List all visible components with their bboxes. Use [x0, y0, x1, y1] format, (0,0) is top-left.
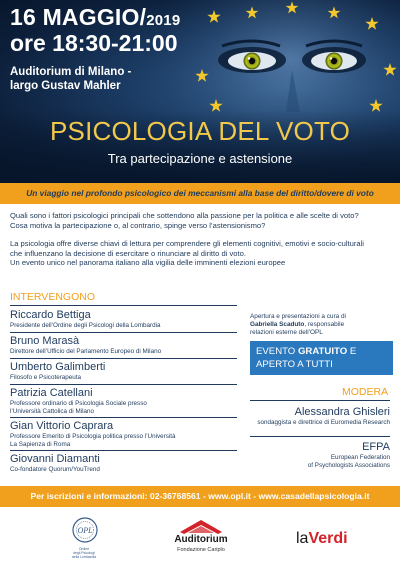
- free-event-box: EVENTO GRATUITO E APERTO A TUTTI: [250, 341, 393, 375]
- hero-section: [0, 0, 400, 183]
- speaker-name: Patrizia Catellani: [10, 387, 93, 399]
- page-title: PSICOLOGIA DEL VOTO: [49, 116, 350, 146]
- speaker-divider: [10, 332, 237, 333]
- speaker-name: Bruno Marasà: [10, 335, 80, 347]
- intro-paragraph-1: Quali sono i fattori psicologici principali che sottendono alla passione per la politica e alle scelte di voto? Cosa motiva la partecipazione o, al contrario, spinge verso l’astensionismo?: [10, 211, 359, 230]
- speaker-divider: [10, 450, 237, 451]
- speaker-role: Professore ordinario di Psicologia Sociale presso l’Università Cattolica di Milano: [10, 400, 147, 415]
- laverdi-logo: laVerdi: [296, 530, 348, 547]
- contact-info-bar: Per iscrizioni e informazioni: 02-36768561 - www.opl.it - www.casadellapsicologia.it: [0, 486, 400, 507]
- event-time: ore 18:30-21:00: [10, 30, 178, 56]
- auditorium-logo-name: Auditorium: [174, 534, 228, 545]
- speaker-role: Filosofo e Psicoterapeuta: [10, 374, 82, 381]
- tagline-banner: Un viaggio nel profondo psicologico dei meccanismi alla base del diritto/dovere di voto: [0, 183, 400, 204]
- speaker-role: Co-fondatore Quorum/YouTrend: [10, 466, 100, 473]
- speaker-role: Professore Emerito di Psicologia politica presso l’Università La Sapienza di Roma: [10, 433, 176, 448]
- moderator-heading: MODERA: [342, 386, 389, 398]
- auditorium-logo-subtitle: Fondazione Cariplo: [177, 547, 225, 553]
- opening-organizer: Apertura e presentazioni a cura di Gabriella Scaduto, responsabile relazioni esterne dell’OPL: [250, 313, 346, 336]
- efpa-name: EFPA: [362, 441, 390, 453]
- speakers-heading: INTERVENGONO: [10, 291, 95, 303]
- event-year: 2019: [146, 12, 181, 29]
- organizer-name: Gabriella Scaduto: [250, 321, 305, 328]
- speaker-role: Presidente dell’Ordine degli Psicologi della Lombardia: [10, 322, 161, 329]
- page-subtitle: Tra partecipazione e astensione: [107, 151, 293, 166]
- speaker-divider: [10, 358, 237, 359]
- event-date: 16 MAGGIO/2019: [10, 4, 181, 30]
- speaker-role: Direttore dell’Ufficio del Parlamento Europeo di Milano: [10, 348, 162, 355]
- speaker-name: Riccardo Bettiga: [10, 309, 91, 321]
- speaker-name: Giovanni Diamanti: [10, 453, 100, 465]
- speaker-divider: [10, 384, 237, 385]
- speakers-divider: [10, 305, 237, 306]
- speaker-name: Umberto Galimberti: [10, 361, 106, 373]
- opl-logo-text: Ordine degli Psicologi della Lombardia: [71, 547, 97, 559]
- moderator-name: Alessandra Ghisleri: [294, 406, 390, 418]
- opl-mark: OPL: [77, 526, 93, 535]
- speaker-name: Gian Vittorio Caprara: [10, 420, 114, 432]
- moderator-role: sondaggista e direttrice di Euromedia Research: [257, 419, 390, 426]
- efpa-divider: [250, 436, 390, 437]
- speaker-divider: [10, 417, 237, 418]
- moderator-divider: [250, 400, 390, 401]
- event-venue: Auditorium di Milano - largo Gustav Mahler: [10, 66, 132, 92]
- intro-paragraph-2: La psicologia offre diverse chiavi di lettura per comprendere gli elementi cognitivi, emotivi e socio-culturali che influenzano la decisione di esercitare o rinunciare al diritto di voto. Un evento unico nel panorama italiano alla vigilia delle imminenti elezioni europee: [10, 239, 364, 268]
- efpa-description: European Federation of Psychologists Associations: [307, 454, 390, 469]
